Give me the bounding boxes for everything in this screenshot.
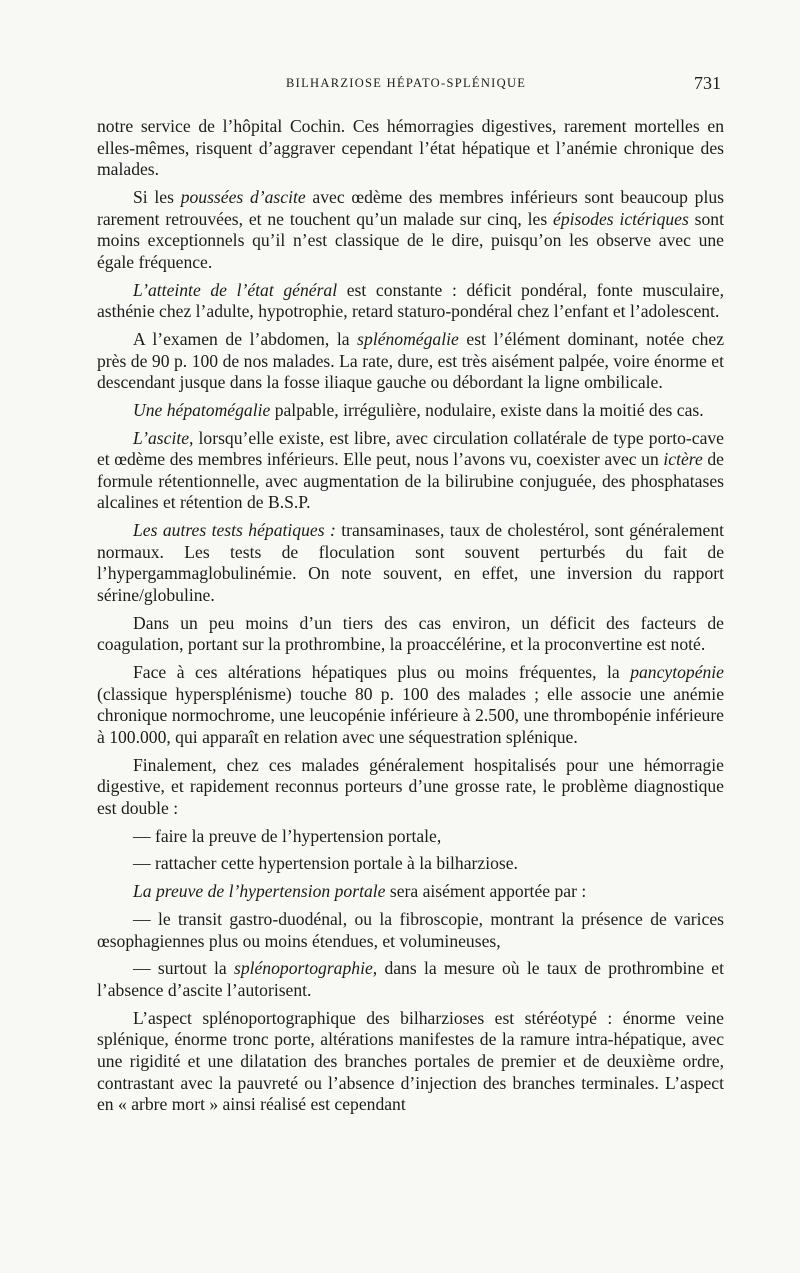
emphasis: ictère — [663, 449, 703, 470]
emphasis: La preuve de l’hypertension portale — [133, 881, 386, 902]
paragraph-splenomegalie — [97, 329, 724, 394]
text-run: Face à ces altérations hépatiques plus ou moins fréquentes, la — [133, 662, 631, 683]
text-run: avec œdème des membres inférieurs sont beaucoup plus rarement retrouvées, et ne touchent qu’un malade sur cinq, les — [97, 186, 724, 229]
text-run: — surtout la — [133, 958, 234, 979]
dash-item: — rattacher cette hypertension portale à la bilharziose. — [133, 853, 518, 874]
dash-item — [97, 958, 724, 1001]
text-run: transaminases, taux de cholestérol, sont généralement normaux. Les tests de floculation sont souvent perturbés du fait de l’hypergammaglobulinémie. On note souvent, en effet, une inversion du rapport sérine/globuline. — [97, 520, 725, 605]
paragraph-coagulation: Dans un peu moins d’un tiers des cas environ, un déficit des facteurs de coagulation, portant sur la prothrombine, la proaccélérine, et la proconvertine est noté. — [97, 612, 724, 655]
emphasis: splénoportographie, — [233, 958, 378, 979]
paragraph-ascite — [97, 428, 724, 514]
dash-item: — le transit gastro-duodénal, ou la fibroscopie, montrant la présence de varices œsophagiennes plus ou moins étendues, et volumineuses, — [97, 909, 724, 951]
paragraph-splenoportographie: L’aspect splénoportographique des bilharzioses est stéréotypé : énorme veine splénique, énorme tronc porte, altérations manifestes de la ramure intra-hépatique, avec une rigidité et une dilatation des branches portales de premier et de deuxième ordre, contrastant avec la pauvreté ou l’absence d’injection des branches terminales. L’aspect en « arbre mort » ainsi réalisé est cependant — [97, 1007, 724, 1115]
paragraph-continuation: notre service de l’hôpital Cochin. Ces hémorragies digestives, rarement mortelles en elles-mêmes, risquent d’aggraver cependant l’état hépatique et l’anémie chronique des malades. — [97, 116, 724, 180]
text-run: dans la mesure où le taux de prothrombine et l’absence d’ascite l’autorisent. — [97, 958, 724, 1000]
emphasis: L’atteinte de l’état général — [133, 279, 338, 300]
emphasis: Une hépatomégalie — [133, 399, 271, 420]
emphasis: poussées d’ascite — [180, 186, 306, 207]
paragraph-ascite-episodes — [97, 187, 724, 273]
paragraph-etat-general — [97, 280, 724, 323]
dash-item: — faire la preuve de l’hypertension portale, — [133, 825, 442, 846]
emphasis: L’ascite, — [133, 427, 194, 448]
paragraph-hepatomegalie — [97, 400, 724, 422]
emphasis: épisodes ictériques — [553, 208, 689, 229]
emphasis: pancytopénie — [630, 662, 724, 683]
text-run: sont moins exceptionnels qu’il n’est classique de le dire, puisqu’on les observe avec une égale fréquence. — [97, 208, 724, 272]
text-run: A l’examen de l’abdomen, la — [133, 328, 358, 349]
paragraph-preuve — [97, 881, 724, 903]
paragraph-diagnostic: Finalement, chez ces malades généralement hospitalisés pour une hémorragie digestive, et rapidement reconnus porteurs d’une grosse rate, le problème diagnostique est double : — [97, 754, 724, 818]
text-run: est l’élément dominant, notée chez près de 90 p. 100 de nos malades. La rate, dure, est très aisément palpée, voire énorme et descendant jusque dans la fosse iliaque gauche ou débordant la ligne ombilicale. — [97, 328, 724, 393]
text-run: palpable, irrégulière, nodulaire, existe dans la moitié des cas. — [270, 399, 704, 420]
text-run: est constante : déficit pondéral, fonte musculaire, asthénie chez l’adulte, hypotrophie, retard staturo-pondéral chez l’enfant et l’adolescent. — [97, 279, 724, 322]
paragraph-pancytopenie — [97, 662, 724, 748]
emphasis: splénomégalie — [357, 328, 459, 349]
emphasis: Les autres tests hépatiques : — [133, 520, 336, 541]
paragraph-tests-hepatiques — [97, 520, 724, 606]
text-run: (classique hypersplénisme) touche 80 p. 100 des malades ; elle associe une anémie chronique normochrome, une leucopénie inférieure à 2.500, une thrombopénie inférieure à 100.000, qui apparaît en relation avec une séquestration splénique. — [97, 683, 724, 747]
body-text — [97, 116, 724, 1122]
text-run: Si les — [133, 186, 181, 207]
text-run: lorsqu’elle existe, est libre, avec circulation collatérale de type porto-cave et œdème des membres inférieurs. Elle peut, nous l’avons vu, coexister avec un — [97, 427, 724, 470]
text-run: sera aisément apportée par : — [385, 881, 587, 902]
text-run: de formule rétentionnelle, avec augmentation de la bilirubine conjuguée, des phosphatases alcalines et rétention de B.S.P. — [97, 449, 724, 513]
page-number: 731 — [694, 73, 721, 93]
running-head: BILHARZIOSE HÉPATO-SPLÉNIQUE — [286, 76, 527, 90]
